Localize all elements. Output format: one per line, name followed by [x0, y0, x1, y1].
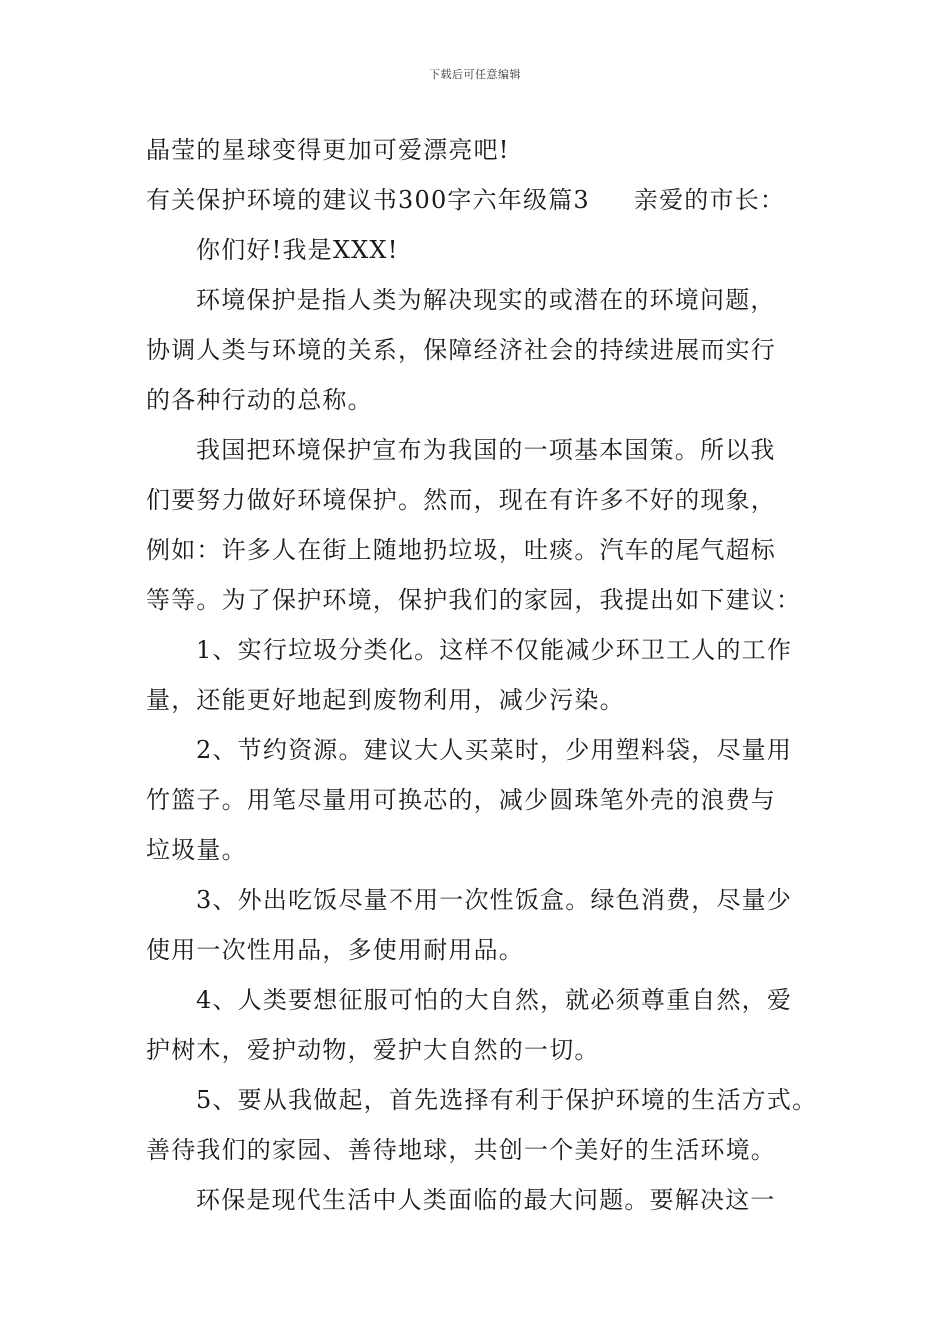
- greeting: 你们好!我是XXX!: [196, 236, 399, 264]
- text-line: 晶莹的星球变得更加可爱漂亮吧!: [146, 136, 510, 164]
- paragraph-line: 环境保护是指人类为解决现实的或潜在的环境问题，: [196, 286, 776, 314]
- suggestion-line: 善待我们的家园、善待地球，共创一个美好的生活环境。: [146, 1136, 776, 1164]
- paragraph-line: 的各种行动的总称。: [146, 386, 373, 414]
- heading-line: [146, 185, 785, 215]
- suggestion-line: 3、外出吃饭尽量不用一次性饭盒。绿色消费，尽量少: [196, 886, 793, 914]
- paragraph-line: 们要努力做好环境保护。然而，现在有许多不好的现象，: [146, 486, 776, 514]
- paragraph-line: 等等。为了保护环境，保护我们的家园，我提出如下建议：: [146, 586, 802, 614]
- suggestion-line: 4、人类要想征服可怕的大自然，就必须尊重自然，爱: [196, 986, 793, 1014]
- salutation: 亲爱的市长：: [633, 186, 786, 214]
- paragraph-line: 协调人类与环境的关系，保障经济社会的持续进展而实行: [146, 336, 776, 364]
- suggestion-line: 垃圾量。: [146, 836, 247, 864]
- section-heading: 有关保护环境的建议书300字六年级篇3: [146, 186, 590, 214]
- paragraph-line: 例如：许多人在街上随地扔垃圾，吐痰。汽车的尾气超标: [146, 536, 776, 564]
- suggestion-line: 1、实行垃圾分类化。这样不仅能减少环卫工人的工作: [196, 636, 793, 664]
- suggestion-line: 护树木，爱护动物，爱护大自然的一切。: [146, 1036, 600, 1064]
- suggestion-line: 使用一次性用品，多使用耐用品。: [146, 936, 524, 964]
- paragraph-line: 环保是现代生活中人类面临的最大问题。要解决这一: [196, 1186, 776, 1214]
- suggestion-line: 量，还能更好地起到废物利用，减少污染。: [146, 686, 625, 714]
- suggestion-line: 竹篮子。用笔尽量用可换芯的，减少圆珠笔外壳的浪费与: [146, 786, 776, 814]
- suggestion-line: 5、要从我做起，首先选择有利于保护环境的生活方式。: [196, 1086, 818, 1114]
- page-header: 下载后可任意编辑: [429, 68, 521, 81]
- suggestion-line: 2、节约资源。建议大人买菜时，少用塑料袋，尽量用: [196, 736, 793, 764]
- paragraph-line: 我国把环境保护宣布为我国的一项基本国策。所以我: [196, 436, 776, 464]
